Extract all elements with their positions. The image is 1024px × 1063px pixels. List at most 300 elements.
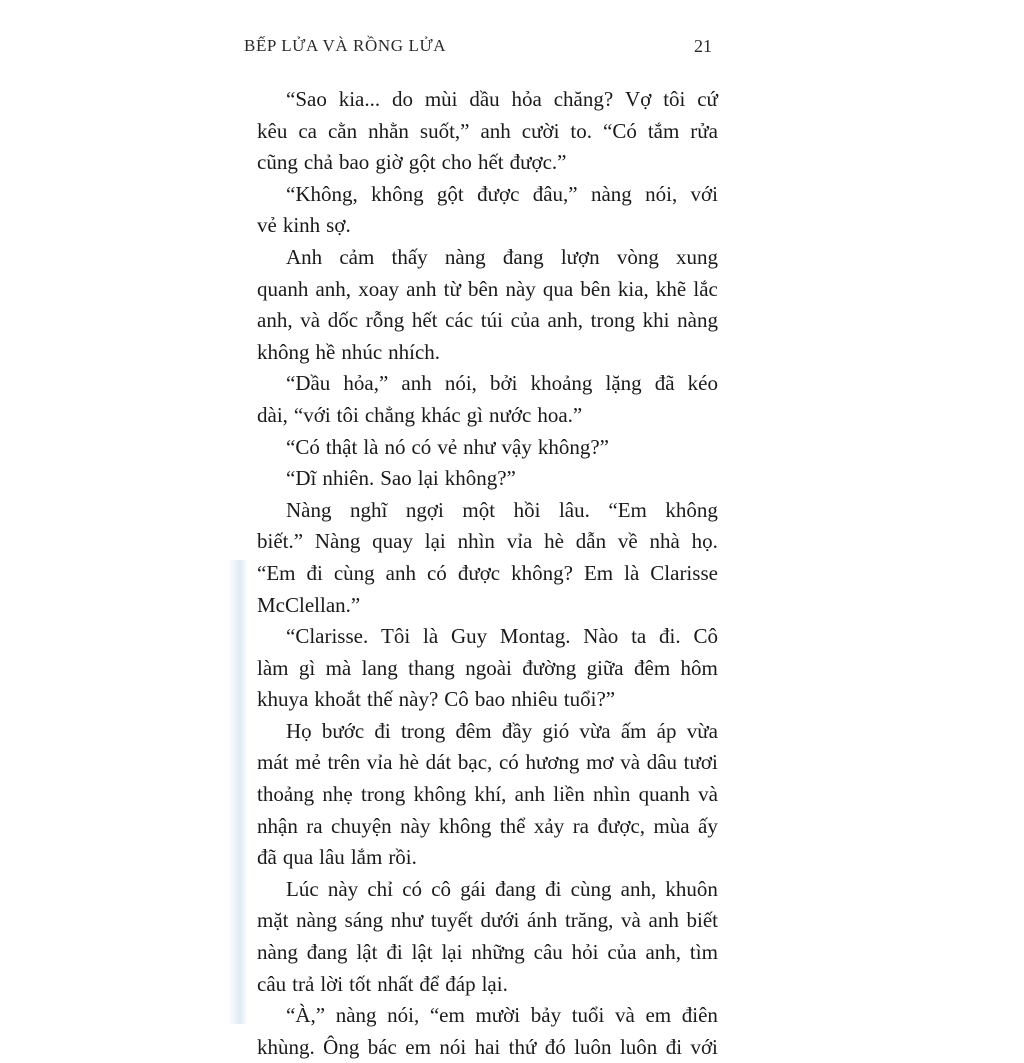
word: gột xyxy=(436,181,464,206)
text-line xyxy=(257,495,718,527)
word: Guy xyxy=(450,624,488,649)
word: gió xyxy=(542,718,570,743)
word: qua xyxy=(542,276,574,301)
word: Em xyxy=(583,560,614,585)
word: “Em xyxy=(608,497,647,522)
text-line xyxy=(257,905,718,937)
word: như xyxy=(463,434,496,459)
word: anh xyxy=(514,782,545,807)
word: câu xyxy=(257,971,287,996)
text-line xyxy=(257,400,718,432)
word: gì xyxy=(466,402,483,427)
word: mơ xyxy=(586,750,614,775)
word: kéo xyxy=(687,371,718,396)
word: hồi xyxy=(513,497,541,522)
word: khùng. xyxy=(257,1034,315,1059)
word: của xyxy=(607,940,637,965)
word: trong xyxy=(400,718,446,743)
word: với xyxy=(690,1034,718,1059)
word: đi xyxy=(665,1034,683,1059)
word: đáp xyxy=(445,971,476,996)
word: tôi xyxy=(663,87,686,111)
word: trả xyxy=(292,971,315,996)
word: Nào xyxy=(583,624,619,649)
word: có xyxy=(402,876,423,901)
word: bảy xyxy=(530,1003,562,1028)
word: anh xyxy=(385,560,416,585)
word: chuyện xyxy=(331,813,392,838)
word: hỏa xyxy=(511,87,542,111)
word: em xyxy=(645,1003,672,1028)
word: đêm xyxy=(455,718,492,743)
word: McClellan.” xyxy=(257,592,361,617)
word: có xyxy=(411,434,432,459)
word: cùng xyxy=(333,560,375,585)
text-line xyxy=(257,937,718,969)
word: hết xyxy=(477,150,504,175)
word: ca xyxy=(298,118,317,143)
word: vậy xyxy=(501,434,532,459)
word: trăng, xyxy=(564,908,614,933)
text-line xyxy=(257,747,718,779)
word: nó xyxy=(384,434,406,459)
word: hề xyxy=(315,339,336,364)
word: anh, xyxy=(257,308,293,333)
word: mát xyxy=(257,750,289,775)
word: nhích. xyxy=(388,339,441,364)
word: về xyxy=(617,529,638,554)
word: dốc xyxy=(327,308,359,333)
word: và xyxy=(620,750,641,775)
word: được.” xyxy=(509,150,567,175)
word: không xyxy=(257,339,310,364)
word: có xyxy=(498,750,519,775)
word: lặng xyxy=(605,371,642,396)
word: gì xyxy=(298,655,316,680)
word: mười xyxy=(475,1003,521,1028)
word: nhìn xyxy=(592,782,631,807)
word: anh, xyxy=(620,876,657,901)
word: tốt xyxy=(349,971,372,996)
word: nhiêu xyxy=(511,687,558,712)
word: khi xyxy=(642,308,670,333)
word: vừa xyxy=(686,718,718,743)
word: đêm xyxy=(634,655,671,680)
word: cằn xyxy=(327,118,358,143)
word: đi xyxy=(306,560,323,585)
word: nhà xyxy=(649,529,680,554)
word: các xyxy=(445,308,474,333)
text-line xyxy=(257,432,718,464)
word: thang xyxy=(408,655,455,680)
word: để xyxy=(419,971,440,996)
word: bước xyxy=(321,718,365,743)
word: luôn xyxy=(619,1034,658,1059)
word: mùi xyxy=(424,87,458,111)
word: lật xyxy=(356,940,378,965)
word: thể xyxy=(499,813,526,838)
text-line xyxy=(257,558,718,590)
word: luôn xyxy=(574,1034,612,1059)
word: ta xyxy=(631,624,647,649)
word: tuổi?” xyxy=(563,687,616,712)
word: rửa xyxy=(690,118,718,143)
word: cùng xyxy=(570,876,612,901)
word: chẳng xyxy=(364,402,415,427)
word: Nàng xyxy=(314,529,361,554)
text-line xyxy=(257,526,718,558)
word: “em xyxy=(429,1003,465,1028)
text-line xyxy=(257,1000,718,1032)
word: tuyết xyxy=(430,908,473,933)
text-line xyxy=(257,684,718,716)
word: anh xyxy=(480,118,511,143)
word: cũng xyxy=(257,150,298,175)
word: tươi xyxy=(683,750,718,775)
word: em xyxy=(405,1034,431,1059)
word: khí, xyxy=(474,782,507,807)
word: kia... xyxy=(338,87,381,111)
word: “Em xyxy=(257,560,296,585)
word: và xyxy=(300,308,321,333)
word: Họ xyxy=(286,718,312,743)
text-line xyxy=(257,590,718,622)
word: ra xyxy=(572,813,590,838)
text-line xyxy=(257,969,718,1001)
word: những xyxy=(471,940,525,965)
word: sáng xyxy=(344,908,384,933)
word: Cô xyxy=(693,624,718,649)
word: biết.” xyxy=(257,529,304,554)
word: đã xyxy=(257,845,277,870)
word: lật xyxy=(411,940,433,965)
word: này? xyxy=(398,687,439,712)
word: gột xyxy=(408,150,436,175)
word: nàng xyxy=(590,181,632,206)
text-line xyxy=(257,368,718,400)
word: xoay xyxy=(358,276,400,301)
word: nàng xyxy=(296,908,337,933)
word: trong xyxy=(590,308,635,333)
word: “với xyxy=(293,402,331,427)
word: thứ xyxy=(508,1034,537,1059)
body-text xyxy=(257,84,718,1063)
word: liền xyxy=(553,782,585,807)
word: là xyxy=(423,624,439,649)
word: vừa xyxy=(579,718,611,743)
word: ngoài xyxy=(465,655,512,680)
word: Ông xyxy=(323,1034,360,1059)
word: bên xyxy=(467,276,499,301)
word: anh, xyxy=(547,308,584,333)
book-title: BẾP LỬA VÀ RỒNG LỬA xyxy=(244,36,447,55)
word: dầu xyxy=(469,87,500,111)
word: này xyxy=(327,876,359,901)
word: ấm xyxy=(620,718,647,743)
page-edge-shadow xyxy=(228,560,248,1024)
word: không xyxy=(665,497,718,522)
word: thật xyxy=(325,434,358,459)
word: dâu xyxy=(646,750,678,775)
word: trên xyxy=(327,750,361,775)
text-line xyxy=(257,842,718,874)
word: tôi xyxy=(336,402,359,427)
word: nói, xyxy=(387,1003,420,1028)
word: hương xyxy=(525,750,580,775)
text-line xyxy=(257,116,718,148)
word: ánh xyxy=(526,908,558,933)
word: không xyxy=(371,181,424,206)
word: anh xyxy=(648,908,679,933)
word: anh, xyxy=(645,940,682,965)
word: hôm xyxy=(680,655,718,680)
word: Cô xyxy=(444,687,469,712)
word: lâu. xyxy=(558,497,590,522)
text-line xyxy=(257,179,718,211)
word: nghĩ xyxy=(350,497,388,522)
word: đó xyxy=(544,1034,566,1059)
word: điên xyxy=(681,1003,718,1028)
word: túi xyxy=(480,308,503,333)
word: làm xyxy=(257,655,289,680)
word: không xyxy=(438,813,492,838)
text-line xyxy=(257,1032,718,1063)
word: nàng xyxy=(335,1003,377,1028)
text-line xyxy=(257,210,718,242)
text-line xyxy=(257,716,718,748)
word: mà xyxy=(325,655,352,680)
word: xảy xyxy=(533,813,565,838)
word: tắm xyxy=(647,118,680,143)
word: không? xyxy=(511,560,573,585)
text-line xyxy=(257,874,718,906)
word: nhiên. xyxy=(322,466,375,491)
word: đang xyxy=(306,940,348,965)
word: chả xyxy=(303,150,333,175)
word: thấy xyxy=(391,244,428,269)
word: và xyxy=(621,908,641,933)
word: nhận xyxy=(257,813,298,838)
word: đã xyxy=(654,371,675,396)
word: biết xyxy=(686,908,718,933)
word: vỉa xyxy=(366,750,393,775)
word: đi xyxy=(374,718,391,743)
word: đâu,” xyxy=(532,181,578,206)
word: Clarisse xyxy=(650,560,718,585)
word: lại xyxy=(417,466,439,491)
text-line xyxy=(257,147,718,179)
word: suốt,” xyxy=(419,118,470,143)
word: nhìn xyxy=(457,529,495,554)
word: khoảng xyxy=(530,371,593,396)
word: bác xyxy=(367,1034,397,1059)
running-header xyxy=(0,0,1024,80)
word: vẻ xyxy=(257,213,277,238)
word: do xyxy=(391,87,413,111)
word: cảm xyxy=(339,244,375,269)
word: bao xyxy=(338,150,370,175)
word: lại xyxy=(424,529,446,554)
word: một xyxy=(462,497,496,522)
text-line xyxy=(257,337,718,369)
word: kia, xyxy=(617,276,649,301)
word: từ xyxy=(443,276,461,301)
word: hai xyxy=(474,1034,501,1059)
word: đang xyxy=(502,244,544,269)
word: khuôn xyxy=(665,876,718,901)
word: Vợ xyxy=(625,87,652,111)
word: vòng xyxy=(616,244,659,269)
word: “Có xyxy=(603,118,637,143)
word: được xyxy=(477,181,520,206)
text-line xyxy=(257,463,718,495)
word: Lúc xyxy=(286,876,319,901)
word: được, xyxy=(597,813,646,838)
word: qua xyxy=(282,845,314,870)
word: đi. xyxy=(659,624,681,649)
word: quanh xyxy=(257,276,309,301)
text-line xyxy=(257,274,718,306)
word: rỗng xyxy=(365,308,405,333)
word: nhẹ xyxy=(322,782,353,807)
word: lượn xyxy=(560,244,600,269)
text-line xyxy=(257,621,718,653)
word: anh xyxy=(401,371,432,396)
word: cười xyxy=(521,118,560,143)
word: cứ xyxy=(697,87,718,111)
text-line xyxy=(257,305,718,337)
word: mặt xyxy=(257,908,289,933)
word: câu xyxy=(533,940,563,965)
word: khác xyxy=(421,402,461,427)
word: đi xyxy=(545,876,562,901)
word: bởi xyxy=(490,371,518,396)
word: “Sao xyxy=(286,87,327,111)
word: nàng xyxy=(257,940,298,965)
word: tuổi xyxy=(571,1003,605,1028)
word: thoảng xyxy=(257,782,315,807)
word: với xyxy=(690,181,718,206)
word: “À,” xyxy=(286,1003,326,1028)
word: lại. xyxy=(481,971,508,996)
word: hoa.” xyxy=(537,402,583,427)
text-line xyxy=(257,779,718,811)
word: không?” xyxy=(444,466,516,491)
word: tìm xyxy=(689,940,718,965)
word: lại xyxy=(441,940,463,965)
word: ra xyxy=(306,813,323,838)
word: đường xyxy=(522,655,577,680)
word: xung xyxy=(676,244,718,269)
word: nước xyxy=(489,402,532,427)
word: khẽ xyxy=(655,276,687,301)
word: chăng? xyxy=(553,87,614,111)
word: sợ. xyxy=(326,213,351,238)
word: mẻ xyxy=(295,750,321,775)
word: mùa xyxy=(653,813,690,838)
word: dưới xyxy=(480,908,520,933)
word: này xyxy=(400,813,431,838)
page-number: 21 xyxy=(694,36,712,56)
text-line xyxy=(257,242,718,274)
word: nàng xyxy=(677,308,718,333)
word: rồi. xyxy=(388,845,417,870)
word: Anh xyxy=(286,244,323,269)
word: Tôi xyxy=(381,624,411,649)
word: nhúc xyxy=(341,339,383,364)
word: nói, xyxy=(444,371,477,396)
word: áp xyxy=(656,718,677,743)
text-line xyxy=(257,653,718,685)
word: có xyxy=(426,560,447,585)
word: kêu xyxy=(257,118,288,143)
word: anh, xyxy=(315,276,352,301)
text-line xyxy=(257,84,718,116)
word: hè xyxy=(544,529,564,554)
word: bạc, xyxy=(457,750,493,775)
word: dẫn xyxy=(575,529,607,554)
word: “Dĩ xyxy=(286,466,317,491)
word: đi xyxy=(386,940,403,965)
word: Montag. xyxy=(499,624,571,649)
word: và xyxy=(615,1003,635,1028)
word: lắc xyxy=(693,276,718,301)
word: trong xyxy=(360,782,406,807)
word: nàng xyxy=(444,244,486,269)
word: Nàng xyxy=(286,497,332,522)
word: nhất xyxy=(377,971,414,996)
word: “Clarisse. xyxy=(286,624,369,649)
word: đầy xyxy=(501,718,533,743)
word: kinh xyxy=(282,213,321,238)
word: giữa xyxy=(586,655,624,680)
word: lang xyxy=(361,655,398,680)
word: bên xyxy=(580,276,611,301)
word: hè xyxy=(399,750,419,775)
word: bao xyxy=(474,687,506,712)
word: là xyxy=(624,560,640,585)
word: lắm xyxy=(350,845,383,870)
word: hỏi xyxy=(571,940,599,965)
word: “Có xyxy=(286,434,320,459)
word: cô xyxy=(431,876,452,901)
word: lâu xyxy=(319,845,345,870)
word: như xyxy=(390,908,424,933)
word: quanh xyxy=(638,782,690,807)
word: khuya xyxy=(257,687,309,712)
word: vẻ xyxy=(437,434,458,459)
word: thế xyxy=(366,687,393,712)
word: cho xyxy=(441,150,472,175)
word: dát xyxy=(425,750,452,775)
word: quay xyxy=(372,529,413,554)
word: “Dầu xyxy=(286,371,331,396)
word: nói, xyxy=(645,181,678,206)
word: dài, xyxy=(257,402,288,427)
word: Sao xyxy=(380,466,412,491)
word: được xyxy=(457,560,501,585)
word: hết xyxy=(411,308,438,333)
word: họ. xyxy=(691,529,718,554)
word: không xyxy=(413,782,467,807)
word: “Không, xyxy=(286,181,358,206)
word: hỏa,” xyxy=(343,371,389,396)
text-line xyxy=(257,811,718,843)
word: của xyxy=(510,308,540,333)
word: gái xyxy=(460,876,486,901)
word: ngợi xyxy=(405,497,444,522)
word: vỉa xyxy=(506,529,533,554)
